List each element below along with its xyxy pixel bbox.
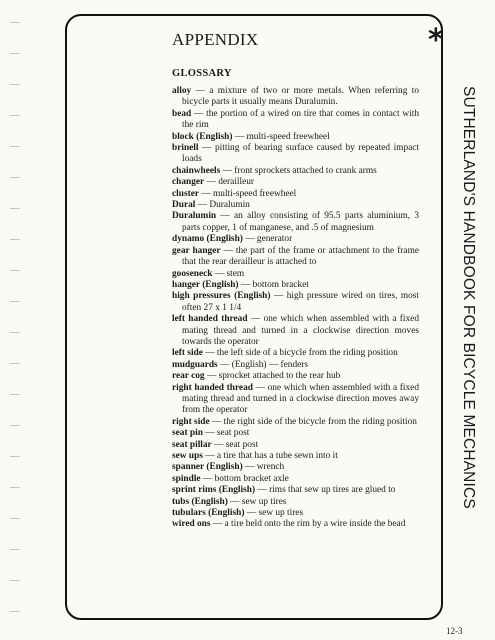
section-heading: GLOSSARY	[172, 68, 232, 79]
glossary-entry: mudguards — (English) — fenders	[172, 359, 309, 370]
glossary-definition: high pressure wired on tires, most often 27 x 1 1/4	[182, 291, 420, 313]
glossary-entry: hanger (English) — bottom bracket	[172, 279, 309, 290]
glossary-definition: an alloy consisting of 95.5 parts aluminium, 3 parts copper, 1 of manganese, and .5 of magnesium	[182, 211, 419, 233]
binder-mark	[10, 239, 20, 240]
binder-mark	[10, 611, 20, 612]
glossary-entry: Duralumin — an alloy consisting of 95.5 parts aluminium, 3 parts copper, 1 of manganese, and .5 of magnesium	[172, 211, 419, 233]
glossary-entry: Dural — Duralumin	[172, 200, 250, 211]
glossary-term: seat pin	[172, 428, 203, 439]
glossary-term: alloy	[172, 86, 192, 96]
glossary-term: wired ons	[172, 519, 211, 530]
binder-mark	[10, 115, 20, 116]
glossary-entry: seat pillar — seat post	[172, 439, 259, 450]
glossary-term: Duralumin	[172, 211, 217, 222]
glossary-entry: alloy — a mixture of two or more metals. When referring to bicycle parts it usually means Duralumin.	[172, 86, 420, 108]
glossary-definition: the left side of a bicycle from the riding position	[216, 348, 398, 359]
glossary-term: mudguards	[172, 359, 218, 370]
binder-mark	[10, 518, 20, 519]
glossary-entry: spindle — bottom bracket axle	[172, 473, 289, 484]
glossary-entry: left handed thread — one which when assembled with a fixed mating thread and turned in a clockwise direction moves towards the operator	[172, 314, 420, 347]
glossary-entry: left side — the left side of a bicycle from the riding position	[172, 348, 398, 359]
glossary-definition: multi-speed freewheel	[246, 131, 330, 142]
binder-mark	[10, 363, 20, 364]
binder-mark	[10, 177, 20, 178]
glossary-entry: dynamo (English) — generator	[172, 234, 293, 245]
binder-mark	[10, 301, 20, 302]
glossary-term: right handed thread	[172, 382, 253, 393]
glossary-term: sew ups	[172, 451, 203, 461]
glossary-term: tubs (English)	[172, 496, 228, 507]
glossary-entry: cluster — multi-speed freewheel	[172, 188, 297, 199]
binder-mark	[10, 394, 20, 395]
binder-mark	[10, 22, 20, 23]
glossary-entry: bead — the portion of a wired on tire that comes in contact with the rim	[172, 108, 420, 131]
glossary-term: high pressures (English)	[172, 291, 271, 302]
glossary-definition: the portion of a wired on tire that comes in contact with the rim	[182, 108, 420, 131]
glossary-definition: pitting of bearing surface caused by repeated impact loads	[182, 143, 420, 165]
glossary-term: spanner (English)	[172, 462, 243, 473]
glossary-term: seat pillar	[172, 439, 212, 450]
glossary-definition: seat post	[225, 439, 259, 450]
glossary-definition: one which when assembled with a fixed mating thread and turned in a clockwise direction moves away from the operator	[182, 382, 419, 416]
glossary-term: gooseneck	[172, 268, 213, 279]
binder-mark	[10, 425, 20, 426]
glossary-definition: the right side of the bicycle from the riding position	[223, 416, 417, 427]
glossary-term: cluster	[172, 188, 199, 199]
glossary-entry: right side — the right side of the bicycle from the riding position	[172, 416, 417, 427]
glossary-term: changer	[172, 177, 205, 188]
glossary-definition: front sprockets attached to crank arms	[234, 165, 377, 176]
glossary-entry: chainwheels — front sprockets attached to crank arms	[172, 165, 377, 176]
glossary-entry: tubulars (English) — sew up tires	[172, 508, 304, 519]
glossary-term: left side	[172, 348, 203, 359]
glossary-definition: bottom bracket	[252, 279, 309, 290]
glossary-definition: one which when assembled with a fixed mating thread and turned in a clockwise direction moves towards the operator	[182, 314, 420, 347]
glossary-entry: seat pin — seat post	[172, 428, 250, 439]
glossary-term: brinell	[172, 143, 199, 154]
glossary-term: dynamo (English)	[172, 234, 243, 245]
book-title-vertical: SUTHERLAND'S HANDBOOK FOR BICYCLE MECHANICS	[460, 86, 477, 509]
glossary-entry: sprint rims (English) — rims that sew up tires are glued to	[172, 485, 396, 496]
glossary-definition: bottom bracket axle	[214, 473, 289, 484]
glossary-term: Dural	[172, 200, 196, 211]
glossary-definition: rims that sew up tires are glued to	[269, 485, 396, 496]
page-number: 12-3	[446, 626, 463, 636]
glossary-term: rear cog	[172, 371, 205, 382]
glossary-term: spindle	[172, 473, 201, 484]
glossary-definition: the part of the frame or attachment to the frame that the rear derailleur is attached to	[182, 245, 419, 268]
glossary-definition: (English) — fenders	[231, 359, 309, 370]
glossary-term: left handed thread	[172, 314, 248, 325]
glossary-entry: sew ups — a tire that has a tube sewn into it	[172, 451, 338, 461]
binder-mark	[10, 270, 20, 271]
glossary-entry: gear hanger — the part of the frame or attachment to the frame that the rear derailleur is attached to	[172, 245, 419, 268]
asterisk-icon: *	[428, 23, 444, 58]
glossary-entry: wired ons — a tire held onto the rim by a wire inside the bead	[172, 519, 406, 530]
glossary-entry: tubs (English) — sew up tires	[172, 496, 287, 507]
glossary-entry: brinell — pitting of bearing surface caused by repeated impact loads	[172, 143, 420, 165]
glossary-definition: wrench	[256, 462, 285, 473]
binder-mark	[10, 332, 20, 333]
glossary-list	[172, 86, 419, 531]
glossary-term: sprint rims (English)	[172, 485, 256, 496]
glossary-definition: sprocket attached to the rear hub	[218, 371, 341, 382]
glossary-term: right side	[172, 416, 210, 427]
glossary-term: bead	[172, 108, 192, 119]
binder-mark	[10, 53, 20, 54]
binder-mark	[10, 549, 20, 550]
glossary-definition: Duralumin	[209, 200, 250, 211]
binder-mark	[10, 487, 20, 488]
glossary-term: chainwheels	[172, 165, 221, 176]
glossary-definition: sew up tires	[241, 496, 287, 507]
glossary-entry: gooseneck — stem	[172, 268, 245, 279]
binder-mark	[10, 146, 20, 147]
glossary-definition: sew up tires	[258, 508, 304, 519]
glossary-definition: generator	[256, 234, 293, 245]
glossary-definition: a tire held onto the rim by a wire inside the bead	[224, 519, 406, 530]
glossary-entry: right handed thread — one which when assembled with a fixed mating thread and turned in a clockwise direction moves away from the operator	[172, 382, 419, 416]
glossary-term: gear hanger	[172, 245, 221, 256]
glossary-entry: high pressures (English) — high pressure wired on tires, most often 27 x 1 1/4	[172, 291, 420, 313]
binder-mark	[10, 456, 20, 457]
binder-mark	[10, 84, 20, 85]
binder-tab-marks	[0, 0, 30, 640]
page-title: APPENDIX	[172, 30, 259, 49]
glossary-entry: block (English) — multi-speed freewheel	[172, 131, 330, 142]
glossary-definition: multi-speed freewheel	[213, 188, 297, 199]
glossary-definition: stem	[226, 268, 245, 279]
glossary-term: block (English)	[172, 131, 233, 142]
glossary-entry: spanner (English) — wrench	[172, 462, 285, 473]
glossary-definition: a mixture of two or more metals. When referring to bicycle parts it usually means Duralumin.	[182, 86, 420, 108]
glossary-definition: seat post	[216, 428, 250, 439]
glossary-definition: derailleur	[218, 177, 254, 188]
binder-mark	[10, 208, 20, 209]
glossary-term: tubulars (English)	[172, 508, 245, 519]
glossary-definition: a tire that has a tube sewn into it	[216, 451, 338, 461]
glossary-term: hanger (English)	[172, 279, 239, 290]
binder-mark	[10, 580, 20, 581]
glossary-entry: rear cog — sprocket attached to the rear hub	[172, 371, 341, 382]
glossary-entry: changer — derailleur	[172, 177, 254, 188]
